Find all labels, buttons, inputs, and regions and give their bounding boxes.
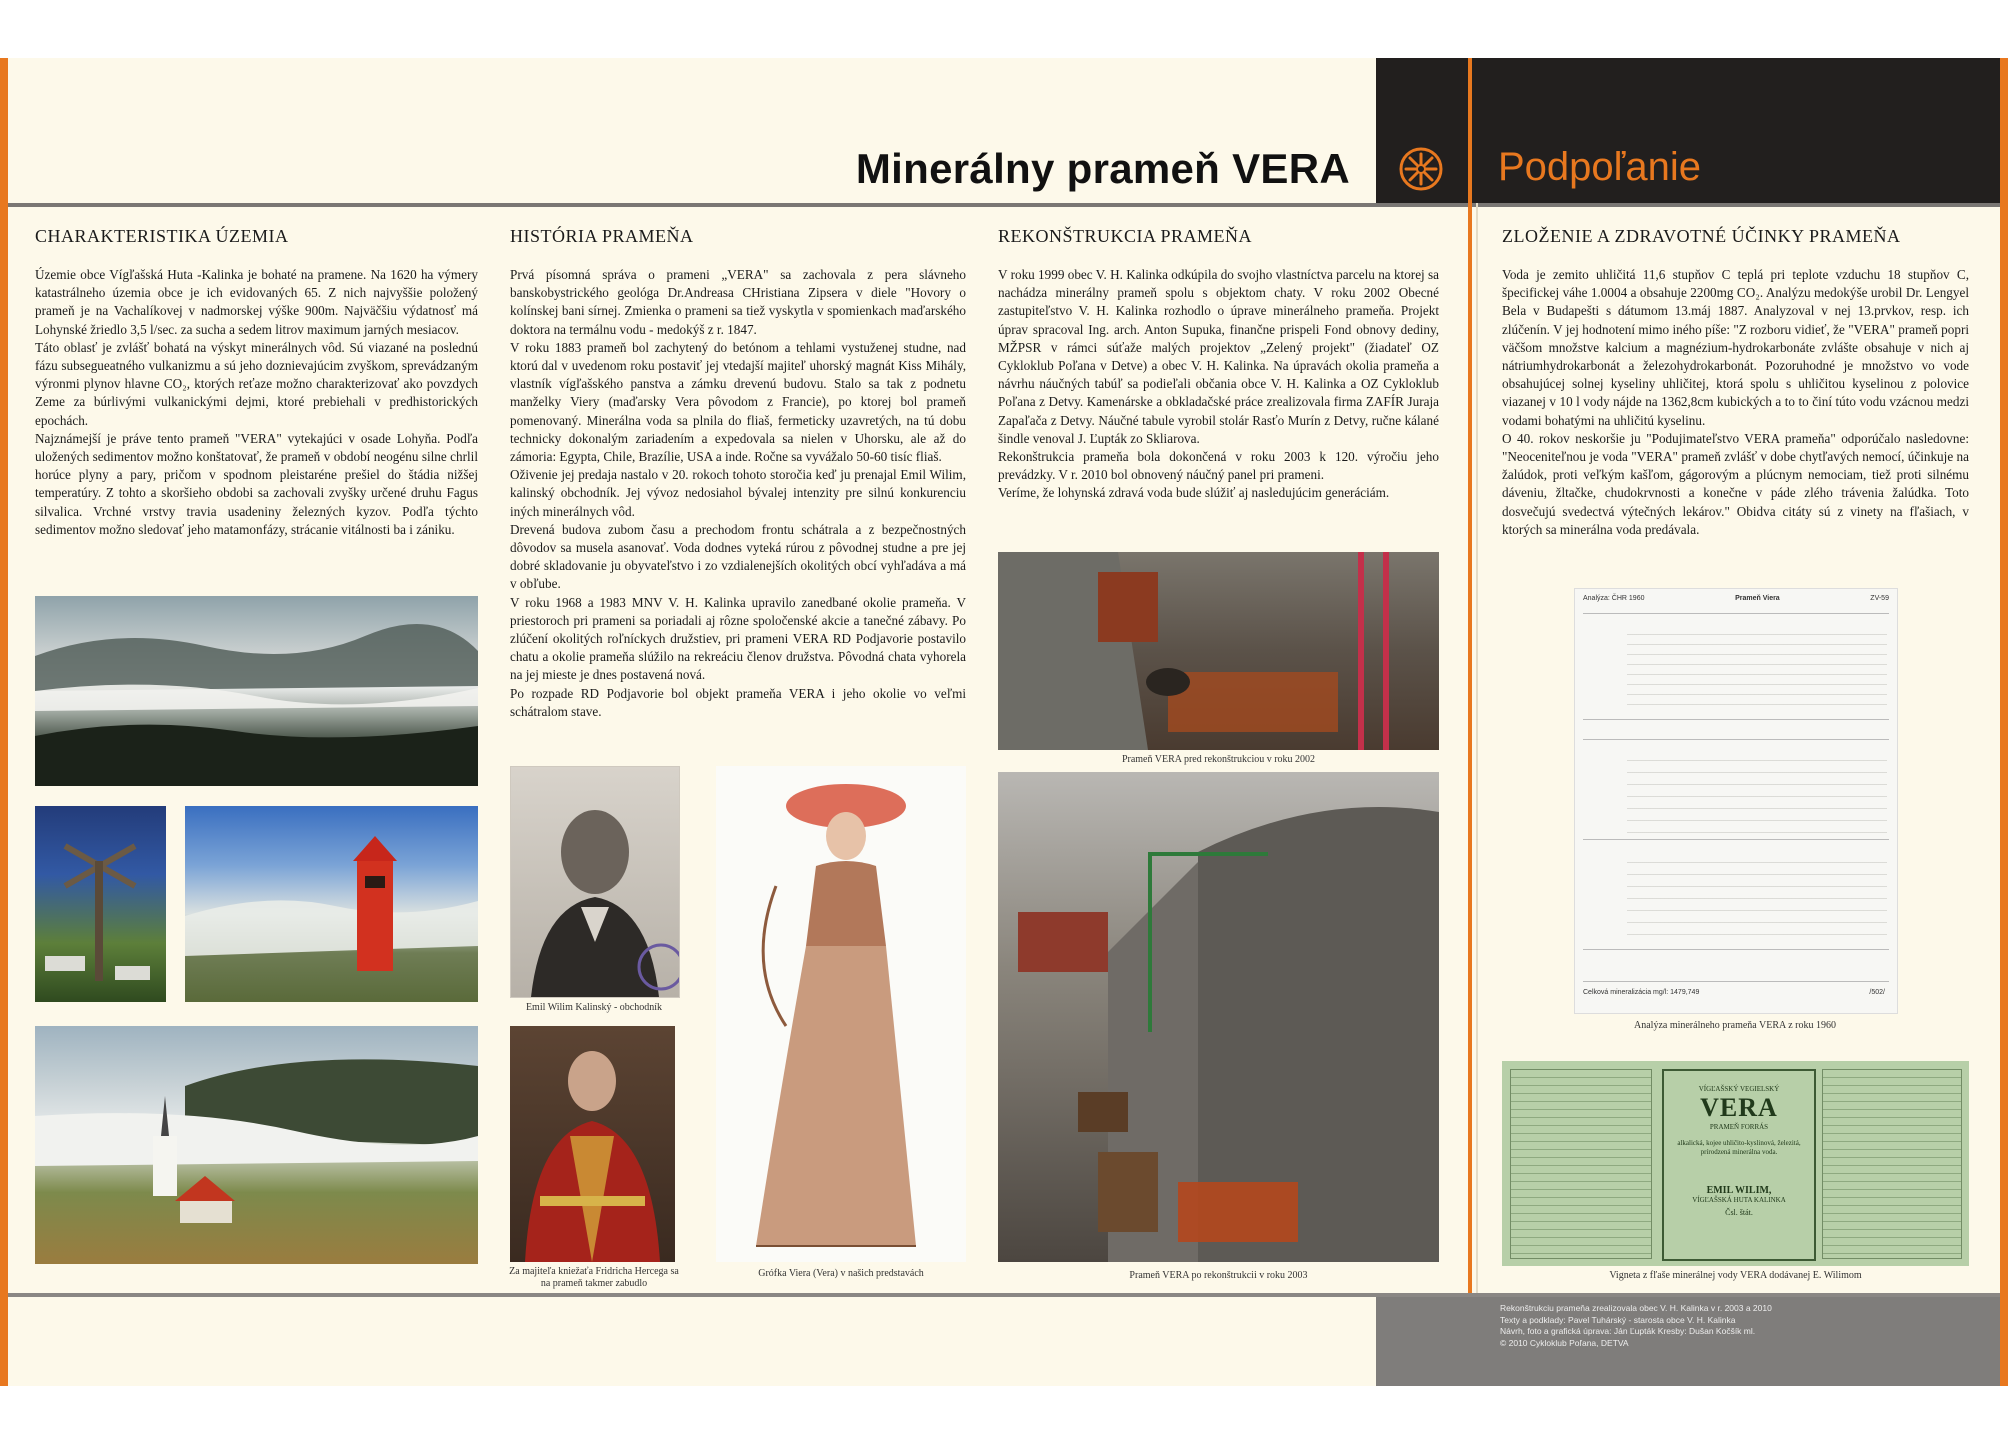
- col1-paragraph: Táto oblasť je zvlášť bohatá na výskyt minerálnych vôd. Sú viazané na poslednú fázu subsegueatného vulkanizmu a sú jeho doznievajúcim zvyškom, sprevádzaným výronmi plynov hlavne CO₂, ktorých reťaze možno charakterizovať ako povzdych Zeme za búrlivými vulkanickými dejmi, ktoré prebiehali v predhistorických epochách.: [35, 339, 478, 428]
- col1-paragraph: Územie obce Vígľašská Huta -Kalinka je bohaté na pramene. Na 1620 ha výmery katastrálneho územia obce je ich evidovaných 65. Z nich najvyššie položený prameň je na Vachalíkovej v nadmorskej výške 900m. Najväčšiu výdatnosť má Lohynské žriedlo 3,5 l/sec. za sucha a sedem litrov maximum jarných mesiacov.: [35, 267, 478, 337]
- analysis-doc-header-right: ZV-59: [1870, 595, 1889, 602]
- vignette-caption: Vigneta z fľaše minerálnej vody VERA dodávanej E. Wilimom: [1609, 1270, 1862, 1281]
- emil-wilim-portrait-photo: [510, 766, 680, 998]
- spring-after-reconstruction-photo: [998, 772, 1439, 1262]
- credit-line: Návrh, foto a grafická úprava: Ján Ľupták Kresby: Dušan Kočšík ml.: [1500, 1326, 1756, 1336]
- footer-credits: [1500, 1303, 1772, 1349]
- red-bell-tower-photo: [185, 806, 478, 1002]
- col3-paragraph: Veríme, že lohynská zdravá voda bude slúžiť aj nasledujúcim generáciám.: [998, 485, 1390, 501]
- region-subtitle: Podpoľanie: [1498, 145, 1701, 189]
- col2-paragraph: V roku 1968 a 1983 MNV V. H. Kalinka upravilo zanedbané okolie prameňa. V priestoroch pri prameni sa poriadali aj rôzne spoločenské akcie a tanečné zábavy. Po zlúčení okolitých roľníckych družstiev, pri prameni VERA RD Podjavorie postavilo chatu a okolie prameňa slúžilo na rekreáciu členov družstva. Pôvodná chata vyhorela na jej mieste je dnes postavená nová.: [510, 594, 966, 683]
- col2-paragraph: Oživenie jej predaja nastalo v 20. rokoch tohoto storočia keď ju prenajal Emil Wilim, kalinský obchodník. Jej vývoz nedosiahol bývalej intenzity pre silnú konkurenciu iných minerálnych vôd.: [510, 467, 966, 519]
- spring-before-reconstruction-photo: [998, 552, 1439, 750]
- duke-portrait-photo: [510, 1026, 675, 1262]
- col2-heading: HISTÓRIA PRAMEŇA: [510, 226, 694, 246]
- right-orange-band: [2000, 58, 2008, 1386]
- page-title: Minerálny prameň VERA: [855, 145, 1350, 192]
- countess-vera-drawing: [716, 766, 966, 1262]
- col1-heading: CHARAKTERISTIKA ÚZEMIA: [35, 226, 289, 246]
- misty-valley-photo: [35, 596, 478, 786]
- header-rule: [8, 203, 2000, 207]
- col3-heading: REKONŠTRUKCIA PRAMEŇA: [998, 226, 1253, 246]
- credit-line: © 2010 Cykloklub Poľana, DETVA: [1500, 1337, 1629, 1348]
- col2-paragraph: Po rozpade RD Podjavorie bol objekt prameňa VERA i jeho okolie vo veľmi schátralom stave.: [510, 685, 966, 719]
- vignette-line1: VÍGĽAŠSKÝ VEGIELSKÝ: [1698, 1085, 1780, 1093]
- analysis-doc-total: Celková mineralizácia mg/l: 1479,749: [1583, 989, 1700, 996]
- col4-paragraph: O 40. rokov neskoršie ju "Podujimateľstvo VERA prameňa" odporúčalo nasledovne: "Neoceniteľnou je voda "VERA" prameň zvlášť v dobe chytľavých nemocí, účinkuje na žalúdok, proti veľkým kašľom, gágorovým a plúcnym nemociam, tiež proti silnému dáveniu, žltačke, chudokrvnosti a konečne v páde zlého trávenia žalúdka. Toto dosvečujú svedectvá výtečných lekárov." Obidva citáty sú z vinety na fľašiach, v ktorých sa minerálna voda predávala.: [1502, 430, 1969, 537]
- col3-paragraph: V roku 1999 obec V. H. Kalinka odkúpila do svojho vlastníctva parcelu na ktorej sa nachádza minerálny prameň spolu s objektom chaty. V roku 2002 Obecné zastupiteľstvo V. H. Kalinka rozhodlo o úprave minerálneho prameňa. Projekt úprav spracoval Ing. arch. Anton Supuka, finančne prispeli Fond obnovy dediny, MŽPSR v rámci súťaže malých projektov „Zelený projekt" (žiadateľ OZ Cykloklub Poľana v Detve) a obec V. H. Kalinka. Na úpravách okolia prameňa a návrhu náučných tabúľ sa podieľali občania obce V. H. Kalinka a OZ Cykloklub Poľana z Detvy. Kamenárske a obkladačské práce zrealizovala firma ZAFÍR Juraja Zapaľača z Detvy. Náučné tabule vyrobil stolár Rasťo Murín z Detvy, ručne kálané šindle venoval J. Ľupták zo Skliarova.: [998, 267, 1439, 446]
- after-caption: Prameň VERA po rekonštrukcii v roku 2003: [1129, 1270, 1308, 1281]
- vignette-line3: alkalická, kojee uhličito-kyslinová, železitá, prírodzená minerálna voda.: [1677, 1139, 1801, 1156]
- col4-paragraph: Voda je zemito uhličitá 11,6 stupňov C teplá pri teplote vzduchu 18 stupňov C, špecifickej váhe 1.0004 a obsahuje 2200mg CO₂. Analýzu medokýše urobil Dr. Lengyel Bela v Budapešti s dátumom 13.máj 1887. Analyzoval v nej 13.prvkov, resp. ich zlúčenín. V jej hodnotení mimo iného píše: "Z rozboru vidieť, že "VERA" prameň popri väčšom množstve kalcium a magnézium-hydrokarbonáte zvlášte obsahuje v nich aj nátriumhydrokarbonát a železohydrokarbonát. Pozoruhodné je množstvo vo vode obsahujúcej solnej kyseliny uhličitej, ktorá spolu s uhličitou kyselinou z polovice viazanej v 10 l vody nájde na 1362,8cm kubických a to to činí túto vodu vzácnou medzi vodami bohatými na uhličitú kyselinu.: [1502, 267, 1969, 428]
- analysis-1960-document: [1574, 588, 1898, 1014]
- vignette-brand: VERA: [1700, 1093, 1778, 1122]
- col3-text: [998, 266, 1439, 503]
- col2-text: [510, 266, 966, 721]
- analysis-doc-total-right: /502/: [1869, 989, 1885, 996]
- before-caption: Prameň VERA pred rekonštrukciou v roku 2002: [1121, 754, 1316, 765]
- wooden-cross-photo: [35, 806, 166, 1002]
- col4-text: [1502, 266, 1969, 539]
- analysis-doc-header: [1575, 589, 1897, 608]
- analysis-caption: Analýza minerálneho prameňa VERA z roku 1960: [1634, 1020, 1836, 1031]
- vignette-line4: EMIL WILIM,: [1706, 1185, 1772, 1196]
- left-orange-band: [0, 58, 8, 1386]
- column-separator: [1476, 203, 1478, 1295]
- portrait-caption: Emil Wilim Kalinský - obchodník: [525, 1002, 663, 1013]
- analysis-doc-header-mid: Prameň Viera: [1735, 595, 1780, 602]
- col2-paragraph: V roku 1883 prameň bol zachytený do betónom a tehlami vystuženej studne, nad ktorú dal v uvedenom roku postaviť jej vtedajší majiteľ uhorský magnát Kiss Mihály, vlastník vígľašského panstva a zámku drevenú budovu. Stalo sa tak z podnetu manželky Viery (maďarsky Vera pôvodom z Francie), po ktorej bol prameň pomenovaný. Minerálna voda sa plnila do fliaš, fermeticky uzavretých, na tú dobu technicky dokonalým zariadením a expedovala sa nielen v Uhorsku, ale až do zámoria: Egypta, Chile, Brazílie, USA a inde. Ročne sa vyvážalo 50-60 tisíc fliaš.: [510, 339, 966, 465]
- analysis-doc-header-left: Analýza: ČHR 1960: [1583, 595, 1645, 602]
- credit-line: Rekonštrukciu prameňa zrealizovala obec V. H. Kalinka v r. 2003 a 2010: [1500, 1303, 1772, 1313]
- vignette-line2: PRAMEŇ FORRÁS: [1709, 1123, 1769, 1131]
- vera-bottle-vignette: [1502, 1061, 1969, 1266]
- drawing-caption: Grófka Viera (Vera) v našich predstavách: [758, 1268, 924, 1279]
- village-church-photo: [35, 1026, 478, 1264]
- col1-paragraph: Najznámejší je práve tento prameň "VERA" vytekajúci v osade Lohyňa. Podľa uložených sedimentov možno konštatovať, že prameň v období neogénu silne chrlil horúce plyny a pary, pričom v spodnom pleistaréne prešiel do štádia nižšej temperatúry. Z tohto a skoršieho obdobi sa zachovali zvyšky určené druhu Fagus silvalica. Vrchné vrstvy travia usadeniny železných kyzov. Podľa týchto sedimentov možno sledovať jeho matamonfázy, strácanie vitálnosti ba i zániku.: [35, 430, 478, 537]
- col1-text: [35, 266, 478, 539]
- duke-caption: Za majiteľa kniežaťa Fridricha Hercega sa na prameň takmer zabudlo: [509, 1266, 679, 1289]
- col4-heading: ZLOŽENIE A ZDRAVOTNÉ ÚČINKY PRAMEŇA: [1502, 226, 1901, 246]
- credit-line: Texty a podklady: Pavel Tuhárský - starosta obce V. H. Kalinka: [1500, 1314, 1736, 1325]
- col3-paragraph: Rekonštrukcia prameňa bola dokončená v roku 2003 k 120. výročiu jeho prevádzky. V r. 2010 bol obnovený náučný panel pri prameni.: [998, 449, 1439, 483]
- orange-vertical-separator: [1468, 58, 1472, 1386]
- vignette-line5: VÍGĽAŠSKÁ HUTA KALINKA: [1692, 1196, 1786, 1204]
- vignette-line6: Čsl. štát.: [1725, 1208, 1753, 1217]
- col2-paragraph: Prvá písomná správa o prameni „VERA" sa zachovala z pera slávneho banskobystrického geológa Dr.Andreasa CHristiana Zipsera v diele "Hovory o kolínskej bani sírnej. Zmienka o prameni sa tiež vyskytla v spomienkach maďarského doktora na termálnu vodu - medokýš z r. 1847.: [510, 267, 966, 337]
- sun-emblem-icon: [1398, 146, 1444, 192]
- col2-paragraph: Drevená budova zubom času a prechodom frontu schátrala a z bezpečnostných dôvodov sa musela asanovať. Voda dodnes vyteká rúrou z pôvodnej studne a pre jej dobré skladovanie ju obyvateľstvo i zo vzdialenejších okolitých obcí vyhľadáva a má v obľube.: [510, 521, 966, 592]
